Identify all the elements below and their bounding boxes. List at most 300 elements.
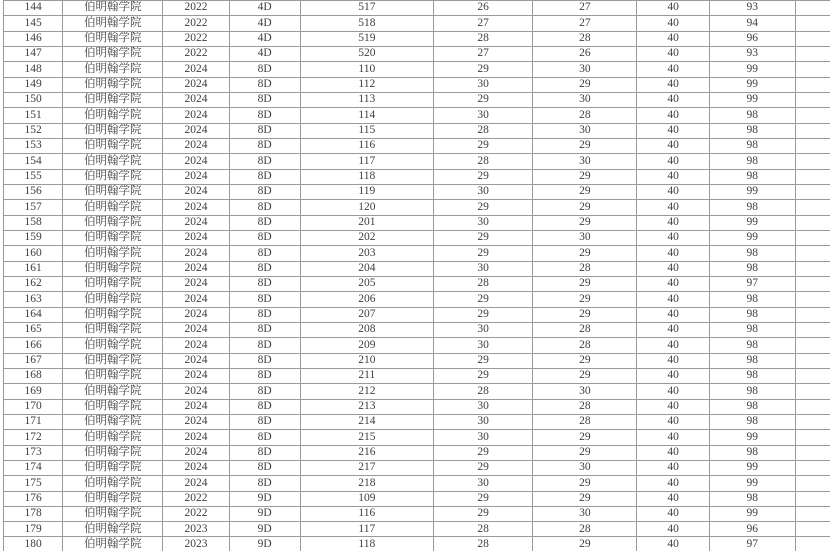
cell-total-score[interactable]: 99 — [709, 62, 795, 77]
cell-total-score[interactable]: 99 — [709, 184, 795, 199]
cell-total-score[interactable]: 93 — [709, 46, 795, 61]
cell-year[interactable]: 2024 — [163, 230, 229, 245]
cell-row-number[interactable]: 166 — [4, 338, 63, 353]
cell-institution[interactable]: 伯明翰学院 — [63, 215, 163, 230]
cell-institution[interactable]: 伯明翰学院 — [63, 123, 163, 138]
cell-score-2[interactable]: 30 — [533, 154, 637, 169]
cell-score-3[interactable]: 40 — [637, 276, 709, 291]
cell-group-code[interactable]: 4D — [229, 31, 300, 46]
cell-year[interactable]: 2024 — [163, 445, 229, 460]
cell-candidate-number[interactable]: 116 — [300, 138, 433, 153]
cell-row-number[interactable]: 155 — [4, 169, 63, 184]
cell-institution[interactable]: 伯明翰学院 — [63, 46, 163, 61]
cell-score-2[interactable]: 29 — [533, 292, 637, 307]
cell-score-1[interactable]: 29 — [434, 246, 533, 261]
cell-empty[interactable] — [795, 169, 830, 184]
cell-empty[interactable] — [795, 322, 830, 337]
cell-candidate-number[interactable]: 118 — [300, 169, 433, 184]
cell-candidate-number[interactable]: 115 — [300, 123, 433, 138]
cell-row-number[interactable]: 169 — [4, 384, 63, 399]
cell-candidate-number[interactable]: 201 — [300, 215, 433, 230]
cell-candidate-number[interactable]: 203 — [300, 246, 433, 261]
cell-score-1[interactable]: 29 — [434, 138, 533, 153]
cell-group-code[interactable]: 9D — [229, 506, 300, 521]
cell-score-3[interactable]: 40 — [637, 445, 709, 460]
cell-total-score[interactable]: 99 — [709, 506, 795, 521]
cell-institution[interactable]: 伯明翰学院 — [63, 414, 163, 429]
cell-total-score[interactable]: 98 — [709, 169, 795, 184]
cell-institution[interactable]: 伯明翰学院 — [63, 292, 163, 307]
cell-candidate-number[interactable]: 116 — [300, 506, 433, 521]
cell-score-1[interactable]: 26 — [434, 1, 533, 16]
cell-empty[interactable] — [795, 16, 830, 31]
cell-year[interactable]: 2024 — [163, 368, 229, 383]
cell-empty[interactable] — [795, 491, 830, 506]
cell-total-score[interactable]: 96 — [709, 31, 795, 46]
cell-total-score[interactable]: 94 — [709, 16, 795, 31]
cell-year[interactable]: 2024 — [163, 261, 229, 276]
cell-score-1[interactable]: 29 — [434, 445, 533, 460]
cell-row-number[interactable]: 157 — [4, 200, 63, 215]
cell-score-3[interactable]: 40 — [637, 138, 709, 153]
cell-score-3[interactable]: 40 — [637, 460, 709, 475]
cell-institution[interactable]: 伯明翰学院 — [63, 200, 163, 215]
cell-score-3[interactable]: 40 — [637, 368, 709, 383]
cell-score-1[interactable]: 30 — [434, 399, 533, 414]
cell-score-2[interactable]: 27 — [533, 1, 637, 16]
cell-group-code[interactable]: 8D — [229, 169, 300, 184]
cell-institution[interactable]: 伯明翰学院 — [63, 491, 163, 506]
cell-year[interactable]: 2022 — [163, 46, 229, 61]
cell-row-number[interactable]: 159 — [4, 230, 63, 245]
cell-total-score[interactable]: 98 — [709, 368, 795, 383]
cell-candidate-number[interactable]: 217 — [300, 460, 433, 475]
cell-total-score[interactable]: 93 — [709, 1, 795, 16]
cell-score-2[interactable]: 29 — [533, 368, 637, 383]
cell-score-3[interactable]: 40 — [637, 154, 709, 169]
cell-score-2[interactable]: 30 — [533, 384, 637, 399]
cell-score-2[interactable]: 29 — [533, 476, 637, 491]
cell-year[interactable]: 2022 — [163, 491, 229, 506]
cell-total-score[interactable]: 98 — [709, 307, 795, 322]
cell-empty[interactable] — [795, 62, 830, 77]
cell-score-2[interactable]: 30 — [533, 123, 637, 138]
cell-candidate-number[interactable]: 117 — [300, 522, 433, 537]
cell-candidate-number[interactable]: 517 — [300, 1, 433, 16]
cell-institution[interactable]: 伯明翰学院 — [63, 154, 163, 169]
cell-empty[interactable] — [795, 307, 830, 322]
cell-score-3[interactable]: 40 — [637, 169, 709, 184]
cell-candidate-number[interactable]: 208 — [300, 322, 433, 337]
cell-group-code[interactable]: 8D — [229, 445, 300, 460]
cell-empty[interactable] — [795, 399, 830, 414]
cell-group-code[interactable]: 8D — [229, 353, 300, 368]
cell-row-number[interactable]: 158 — [4, 215, 63, 230]
cell-row-number[interactable]: 162 — [4, 276, 63, 291]
cell-institution[interactable]: 伯明翰学院 — [63, 261, 163, 276]
cell-row-number[interactable]: 152 — [4, 123, 63, 138]
cell-score-1[interactable]: 29 — [434, 506, 533, 521]
cell-total-score[interactable]: 98 — [709, 108, 795, 123]
cell-row-number[interactable]: 171 — [4, 414, 63, 429]
cell-group-code[interactable]: 8D — [229, 414, 300, 429]
cell-group-code[interactable]: 8D — [229, 384, 300, 399]
cell-group-code[interactable]: 8D — [229, 399, 300, 414]
cell-row-number[interactable]: 151 — [4, 108, 63, 123]
cell-score-3[interactable]: 40 — [637, 292, 709, 307]
cell-candidate-number[interactable]: 215 — [300, 430, 433, 445]
cell-score-3[interactable]: 40 — [637, 491, 709, 506]
cell-candidate-number[interactable]: 218 — [300, 476, 433, 491]
cell-candidate-number[interactable]: 211 — [300, 368, 433, 383]
cell-row-number[interactable]: 179 — [4, 522, 63, 537]
cell-row-number[interactable]: 164 — [4, 307, 63, 322]
cell-score-3[interactable]: 40 — [637, 476, 709, 491]
cell-year[interactable]: 2024 — [163, 414, 229, 429]
cell-year[interactable]: 2024 — [163, 138, 229, 153]
cell-row-number[interactable]: 172 — [4, 430, 63, 445]
cell-total-score[interactable]: 98 — [709, 292, 795, 307]
cell-row-number[interactable]: 173 — [4, 445, 63, 460]
cell-score-1[interactable]: 29 — [434, 62, 533, 77]
cell-year[interactable]: 2024 — [163, 123, 229, 138]
cell-year[interactable]: 2024 — [163, 384, 229, 399]
cell-candidate-number[interactable]: 119 — [300, 184, 433, 199]
cell-candidate-number[interactable]: 205 — [300, 276, 433, 291]
cell-score-2[interactable]: 28 — [533, 322, 637, 337]
cell-candidate-number[interactable]: 204 — [300, 261, 433, 276]
cell-row-number[interactable]: 153 — [4, 138, 63, 153]
cell-row-number[interactable]: 149 — [4, 77, 63, 92]
cell-institution[interactable]: 伯明翰学院 — [63, 476, 163, 491]
cell-score-1[interactable]: 30 — [434, 108, 533, 123]
cell-score-2[interactable]: 27 — [533, 16, 637, 31]
cell-score-2[interactable]: 29 — [533, 169, 637, 184]
cell-score-2[interactable]: 29 — [533, 353, 637, 368]
cell-total-score[interactable]: 98 — [709, 399, 795, 414]
cell-empty[interactable] — [795, 460, 830, 475]
cell-year[interactable]: 2024 — [163, 353, 229, 368]
cell-candidate-number[interactable]: 109 — [300, 491, 433, 506]
cell-group-code[interactable]: 8D — [229, 77, 300, 92]
cell-candidate-number[interactable]: 518 — [300, 16, 433, 31]
cell-empty[interactable] — [795, 154, 830, 169]
cell-score-3[interactable]: 40 — [637, 506, 709, 521]
cell-score-3[interactable]: 40 — [637, 261, 709, 276]
cell-institution[interactable]: 伯明翰学院 — [63, 338, 163, 353]
cell-institution[interactable]: 伯明翰学院 — [63, 108, 163, 123]
cell-score-3[interactable]: 40 — [637, 307, 709, 322]
cell-institution[interactable]: 伯明翰学院 — [63, 77, 163, 92]
cell-empty[interactable] — [795, 368, 830, 383]
cell-score-1[interactable]: 27 — [434, 46, 533, 61]
cell-total-score[interactable]: 98 — [709, 338, 795, 353]
cell-score-2[interactable]: 30 — [533, 62, 637, 77]
cell-total-score[interactable]: 98 — [709, 200, 795, 215]
cell-empty[interactable] — [795, 77, 830, 92]
cell-group-code[interactable]: 8D — [229, 307, 300, 322]
cell-year[interactable]: 2024 — [163, 460, 229, 475]
cell-year[interactable]: 2022 — [163, 16, 229, 31]
cell-institution[interactable]: 伯明翰学院 — [63, 31, 163, 46]
cell-empty[interactable] — [795, 1, 830, 16]
cell-score-2[interactable]: 29 — [533, 276, 637, 291]
cell-score-3[interactable]: 40 — [637, 184, 709, 199]
cell-score-1[interactable]: 30 — [434, 430, 533, 445]
cell-group-code[interactable]: 8D — [229, 246, 300, 261]
cell-row-number[interactable]: 165 — [4, 322, 63, 337]
cell-score-3[interactable]: 40 — [637, 338, 709, 353]
cell-empty[interactable] — [795, 276, 830, 291]
cell-score-3[interactable]: 40 — [637, 77, 709, 92]
cell-score-3[interactable]: 40 — [637, 16, 709, 31]
cell-candidate-number[interactable]: 216 — [300, 445, 433, 460]
cell-score-2[interactable]: 30 — [533, 506, 637, 521]
cell-candidate-number[interactable]: 212 — [300, 384, 433, 399]
cell-total-score[interactable]: 98 — [709, 353, 795, 368]
cell-empty[interactable] — [795, 414, 830, 429]
cell-row-number[interactable]: 154 — [4, 154, 63, 169]
cell-total-score[interactable]: 99 — [709, 77, 795, 92]
cell-year[interactable]: 2024 — [163, 62, 229, 77]
cell-score-1[interactable]: 29 — [434, 292, 533, 307]
cell-group-code[interactable]: 9D — [229, 491, 300, 506]
cell-row-number[interactable]: 161 — [4, 261, 63, 276]
cell-candidate-number[interactable]: 110 — [300, 62, 433, 77]
cell-score-1[interactable]: 29 — [434, 368, 533, 383]
cell-score-1[interactable]: 29 — [434, 230, 533, 245]
cell-row-number[interactable]: 147 — [4, 46, 63, 61]
cell-candidate-number[interactable]: 520 — [300, 46, 433, 61]
cell-score-2[interactable]: 30 — [533, 230, 637, 245]
cell-group-code[interactable]: 4D — [229, 46, 300, 61]
cell-score-2[interactable]: 28 — [533, 414, 637, 429]
cell-total-score[interactable]: 98 — [709, 384, 795, 399]
cell-empty[interactable] — [795, 430, 830, 445]
cell-group-code[interactable]: 8D — [229, 230, 300, 245]
cell-score-1[interactable]: 29 — [434, 92, 533, 107]
cell-institution[interactable]: 伯明翰学院 — [63, 138, 163, 153]
cell-row-number[interactable]: 144 — [4, 1, 63, 16]
cell-score-2[interactable]: 29 — [533, 430, 637, 445]
cell-score-1[interactable]: 30 — [434, 322, 533, 337]
cell-score-1[interactable]: 30 — [434, 215, 533, 230]
cell-score-2[interactable]: 29 — [533, 491, 637, 506]
cell-year[interactable]: 2024 — [163, 246, 229, 261]
cell-total-score[interactable]: 99 — [709, 430, 795, 445]
cell-score-3[interactable]: 40 — [637, 123, 709, 138]
cell-total-score[interactable]: 98 — [709, 322, 795, 337]
cell-total-score[interactable]: 98 — [709, 445, 795, 460]
cell-empty[interactable] — [795, 123, 830, 138]
cell-group-code[interactable]: 8D — [229, 92, 300, 107]
cell-empty[interactable] — [795, 338, 830, 353]
cell-group-code[interactable]: 8D — [229, 184, 300, 199]
cell-year[interactable]: 2022 — [163, 506, 229, 521]
cell-score-1[interactable]: 28 — [434, 384, 533, 399]
cell-total-score[interactable]: 96 — [709, 522, 795, 537]
cell-score-1[interactable]: 27 — [434, 16, 533, 31]
cell-score-3[interactable]: 40 — [637, 384, 709, 399]
cell-total-score[interactable]: 98 — [709, 123, 795, 138]
cell-score-3[interactable]: 40 — [637, 1, 709, 16]
cell-score-2[interactable]: 29 — [533, 138, 637, 153]
cell-score-1[interactable]: 29 — [434, 169, 533, 184]
cell-score-2[interactable]: 29 — [533, 537, 637, 551]
cell-score-2[interactable]: 29 — [533, 200, 637, 215]
cell-group-code[interactable]: 4D — [229, 1, 300, 16]
cell-empty[interactable] — [795, 31, 830, 46]
cell-group-code[interactable]: 8D — [229, 200, 300, 215]
cell-empty[interactable] — [795, 384, 830, 399]
cell-candidate-number[interactable]: 114 — [300, 108, 433, 123]
cell-candidate-number[interactable]: 207 — [300, 307, 433, 322]
cell-institution[interactable]: 伯明翰学院 — [63, 353, 163, 368]
cell-score-1[interactable]: 28 — [434, 522, 533, 537]
cell-row-number[interactable]: 176 — [4, 491, 63, 506]
cell-score-2[interactable]: 28 — [533, 31, 637, 46]
cell-score-1[interactable]: 30 — [434, 184, 533, 199]
cell-candidate-number[interactable]: 206 — [300, 292, 433, 307]
cell-empty[interactable] — [795, 46, 830, 61]
cell-empty[interactable] — [795, 445, 830, 460]
cell-score-3[interactable]: 40 — [637, 108, 709, 123]
cell-score-1[interactable]: 29 — [434, 307, 533, 322]
cell-row-number[interactable]: 163 — [4, 292, 63, 307]
cell-candidate-number[interactable]: 120 — [300, 200, 433, 215]
cell-score-1[interactable]: 28 — [434, 154, 533, 169]
cell-score-3[interactable]: 40 — [637, 430, 709, 445]
cell-score-2[interactable]: 29 — [533, 215, 637, 230]
cell-row-number[interactable]: 180 — [4, 537, 63, 551]
cell-institution[interactable]: 伯明翰学院 — [63, 430, 163, 445]
cell-score-2[interactable]: 29 — [533, 77, 637, 92]
cell-empty[interactable] — [795, 353, 830, 368]
cell-score-1[interactable]: 29 — [434, 491, 533, 506]
cell-total-score[interactable]: 98 — [709, 491, 795, 506]
cell-empty[interactable] — [795, 230, 830, 245]
cell-row-number[interactable]: 178 — [4, 506, 63, 521]
cell-year[interactable]: 2024 — [163, 307, 229, 322]
cell-institution[interactable]: 伯明翰学院 — [63, 445, 163, 460]
cell-group-code[interactable]: 8D — [229, 368, 300, 383]
cell-group-code[interactable]: 8D — [229, 154, 300, 169]
cell-institution[interactable]: 伯明翰学院 — [63, 16, 163, 31]
cell-score-3[interactable]: 40 — [637, 62, 709, 77]
cell-total-score[interactable]: 99 — [709, 230, 795, 245]
cell-year[interactable]: 2024 — [163, 77, 229, 92]
cell-score-1[interactable]: 30 — [434, 77, 533, 92]
cell-score-1[interactable]: 30 — [434, 338, 533, 353]
cell-year[interactable]: 2024 — [163, 108, 229, 123]
cell-row-number[interactable]: 145 — [4, 16, 63, 31]
cell-total-score[interactable]: 99 — [709, 476, 795, 491]
cell-score-2[interactable]: 29 — [533, 307, 637, 322]
cell-total-score[interactable]: 99 — [709, 460, 795, 475]
cell-score-2[interactable]: 26 — [533, 46, 637, 61]
cell-score-2[interactable]: 29 — [533, 445, 637, 460]
cell-row-number[interactable]: 160 — [4, 246, 63, 261]
cell-score-3[interactable]: 40 — [637, 31, 709, 46]
cell-year[interactable]: 2024 — [163, 276, 229, 291]
cell-group-code[interactable]: 8D — [229, 62, 300, 77]
cell-score-2[interactable]: 28 — [533, 522, 637, 537]
cell-empty[interactable] — [795, 522, 830, 537]
cell-year[interactable]: 2022 — [163, 1, 229, 16]
cell-institution[interactable]: 伯明翰学院 — [63, 522, 163, 537]
cell-total-score[interactable]: 98 — [709, 414, 795, 429]
cell-institution[interactable]: 伯明翰学院 — [63, 506, 163, 521]
cell-score-2[interactable]: 29 — [533, 246, 637, 261]
cell-institution[interactable]: 伯明翰学院 — [63, 307, 163, 322]
cell-group-code[interactable]: 8D — [229, 430, 300, 445]
cell-year[interactable]: 2024 — [163, 430, 229, 445]
cell-total-score[interactable]: 98 — [709, 261, 795, 276]
cell-score-2[interactable]: 30 — [533, 460, 637, 475]
cell-institution[interactable]: 伯明翰学院 — [63, 460, 163, 475]
cell-group-code[interactable]: 8D — [229, 123, 300, 138]
cell-group-code[interactable]: 8D — [229, 276, 300, 291]
cell-score-1[interactable]: 29 — [434, 353, 533, 368]
cell-total-score[interactable]: 99 — [709, 215, 795, 230]
cell-row-number[interactable]: 148 — [4, 62, 63, 77]
cell-score-3[interactable]: 40 — [637, 537, 709, 551]
cell-year[interactable]: 2024 — [163, 184, 229, 199]
cell-empty[interactable] — [795, 476, 830, 491]
cell-score-1[interactable]: 29 — [434, 460, 533, 475]
cell-score-3[interactable]: 40 — [637, 399, 709, 414]
cell-institution[interactable]: 伯明翰学院 — [63, 62, 163, 77]
cell-candidate-number[interactable]: 214 — [300, 414, 433, 429]
cell-group-code[interactable]: 9D — [229, 537, 300, 551]
cell-group-code[interactable]: 8D — [229, 476, 300, 491]
cell-score-3[interactable]: 40 — [637, 215, 709, 230]
cell-group-code[interactable]: 4D — [229, 16, 300, 31]
cell-empty[interactable] — [795, 261, 830, 276]
cell-group-code[interactable]: 8D — [229, 338, 300, 353]
cell-year[interactable]: 2024 — [163, 476, 229, 491]
cell-score-3[interactable]: 40 — [637, 353, 709, 368]
cell-group-code[interactable]: 8D — [229, 261, 300, 276]
cell-score-2[interactable]: 29 — [533, 184, 637, 199]
cell-year[interactable]: 2024 — [163, 399, 229, 414]
cell-candidate-number[interactable]: 202 — [300, 230, 433, 245]
cell-year[interactable]: 2024 — [163, 322, 229, 337]
cell-empty[interactable] — [795, 200, 830, 215]
cell-total-score[interactable]: 98 — [709, 154, 795, 169]
cell-total-score[interactable]: 98 — [709, 138, 795, 153]
cell-score-2[interactable]: 28 — [533, 261, 637, 276]
cell-candidate-number[interactable]: 118 — [300, 537, 433, 551]
cell-institution[interactable]: 伯明翰学院 — [63, 246, 163, 261]
cell-institution[interactable]: 伯明翰学院 — [63, 230, 163, 245]
cell-candidate-number[interactable]: 209 — [300, 338, 433, 353]
cell-total-score[interactable]: 97 — [709, 276, 795, 291]
cell-group-code[interactable]: 8D — [229, 108, 300, 123]
cell-year[interactable]: 2022 — [163, 31, 229, 46]
cell-score-3[interactable]: 40 — [637, 522, 709, 537]
cell-institution[interactable]: 伯明翰学院 — [63, 384, 163, 399]
cell-empty[interactable] — [795, 92, 830, 107]
cell-score-3[interactable]: 40 — [637, 414, 709, 429]
cell-score-3[interactable]: 40 — [637, 200, 709, 215]
cell-year[interactable]: 2024 — [163, 200, 229, 215]
cell-row-number[interactable]: 167 — [4, 353, 63, 368]
cell-score-2[interactable]: 28 — [533, 108, 637, 123]
cell-score-1[interactable]: 29 — [434, 200, 533, 215]
cell-year[interactable]: 2023 — [163, 537, 229, 551]
cell-candidate-number[interactable]: 112 — [300, 77, 433, 92]
